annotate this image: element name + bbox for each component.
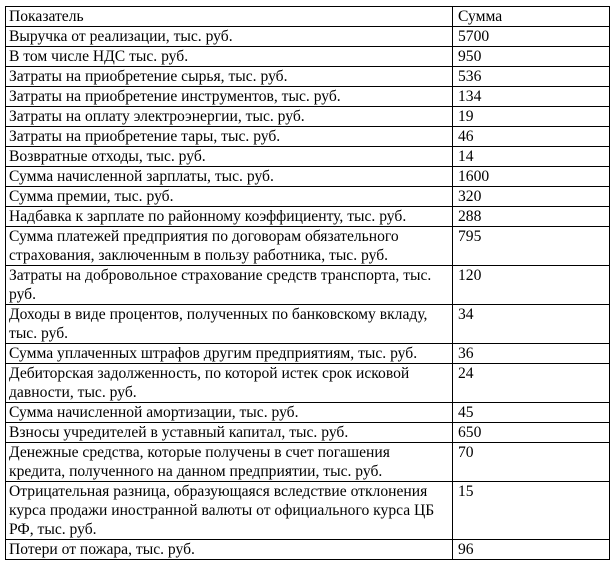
sum-cell: 14 bbox=[453, 147, 610, 167]
indicator-cell: Взносы учредителей в уставный капитал, тыс. руб. bbox=[6, 423, 453, 443]
indicator-cell: Сумма платежей предприятия по договорам обязательного страхования, заключенным в пользу работника, тыс. руб. bbox=[6, 227, 453, 266]
table-row bbox=[6, 227, 610, 266]
table-row bbox=[6, 107, 610, 127]
indicator-cell: Отрицательная разница, образующаяся вследствие отклонения курса продажи иностранной валюты от официального курса ЦБ РФ, тыс. руб. bbox=[6, 482, 453, 540]
indicator-cell: Сумма начисленной амортизации, тыс. руб. bbox=[6, 403, 453, 423]
indicator-cell: Затраты на добровольное страхование средств транспорта, тыс. руб. bbox=[6, 266, 453, 305]
column-header-indicator: Показатель bbox=[6, 7, 453, 27]
indicator-cell: Сумма начисленной зарплаты, тыс. руб. bbox=[6, 167, 453, 187]
document-page bbox=[5, 6, 610, 560]
sum-cell: 46 bbox=[453, 127, 610, 147]
table-row bbox=[6, 423, 610, 443]
table-row bbox=[6, 27, 610, 47]
sum-cell: 96 bbox=[453, 540, 610, 560]
indicator-cell: Потери от пожара, тыс. руб. bbox=[6, 540, 453, 560]
table-row bbox=[6, 266, 610, 305]
sum-cell: 70 bbox=[453, 443, 610, 482]
table-row bbox=[6, 403, 610, 423]
indicator-cell: Денежные средства, которые получены в счет погашения кредита, полученного на данном предприятии, тыс. руб. bbox=[6, 443, 453, 482]
table-row bbox=[6, 87, 610, 107]
sum-cell: 288 bbox=[453, 207, 610, 227]
sum-cell: 536 bbox=[453, 67, 610, 87]
table-row bbox=[6, 305, 610, 344]
table-row bbox=[6, 344, 610, 364]
indicator-cell: Сумма уплаченных штрафов другим предприятиям, тыс. руб. bbox=[6, 344, 453, 364]
indicator-cell: Дебиторская задолженность, по которой истек срок исковой давности, тыс. руб. bbox=[6, 364, 453, 403]
table-row bbox=[6, 482, 610, 540]
table-row bbox=[6, 147, 610, 167]
table-row bbox=[6, 47, 610, 67]
table-row bbox=[6, 167, 610, 187]
indicator-cell: Выручка от реализации, тыс. руб. bbox=[6, 27, 453, 47]
table-header-row bbox=[6, 7, 610, 27]
sum-cell: 120 bbox=[453, 266, 610, 305]
sum-cell: 320 bbox=[453, 187, 610, 207]
indicator-cell: Затраты на приобретение инструментов, тыс. руб. bbox=[6, 87, 453, 107]
indicator-cell: Возвратные отходы, тыс. руб. bbox=[6, 147, 453, 167]
sum-cell: 36 bbox=[453, 344, 610, 364]
indicator-cell: Затраты на оплату электроэнергии, тыс. руб. bbox=[6, 107, 453, 127]
indicator-cell: Затраты на приобретение тары, тыс. руб. bbox=[6, 127, 453, 147]
table-row bbox=[6, 540, 610, 560]
indicators-table bbox=[5, 6, 610, 560]
sum-cell: 795 bbox=[453, 227, 610, 266]
sum-cell: 950 bbox=[453, 47, 610, 67]
sum-cell: 24 bbox=[453, 364, 610, 403]
table-body bbox=[6, 27, 610, 560]
sum-cell: 5700 bbox=[453, 27, 610, 47]
sum-cell: 15 bbox=[453, 482, 610, 540]
indicator-cell: Затраты на приобретение сырья, тыс. руб. bbox=[6, 67, 453, 87]
table-row bbox=[6, 127, 610, 147]
sum-cell: 19 bbox=[453, 107, 610, 127]
indicator-cell: В том числе НДС тыс. руб. bbox=[6, 47, 453, 67]
sum-cell: 650 bbox=[453, 423, 610, 443]
indicator-cell: Доходы в виде процентов, полученных по банковскому вкладу, тыс. руб. bbox=[6, 305, 453, 344]
sum-cell: 134 bbox=[453, 87, 610, 107]
table-row bbox=[6, 187, 610, 207]
table-row bbox=[6, 443, 610, 482]
table-row bbox=[6, 207, 610, 227]
sum-cell: 1600 bbox=[453, 167, 610, 187]
table-row bbox=[6, 364, 610, 403]
indicator-cell: Сумма премии, тыс. руб. bbox=[6, 187, 453, 207]
column-header-sum: Сумма bbox=[453, 7, 610, 27]
indicator-cell: Надбавка к зарплате по районному коэффициенту, тыс. руб. bbox=[6, 207, 453, 227]
sum-cell: 34 bbox=[453, 305, 610, 344]
table-row bbox=[6, 67, 610, 87]
sum-cell: 45 bbox=[453, 403, 610, 423]
